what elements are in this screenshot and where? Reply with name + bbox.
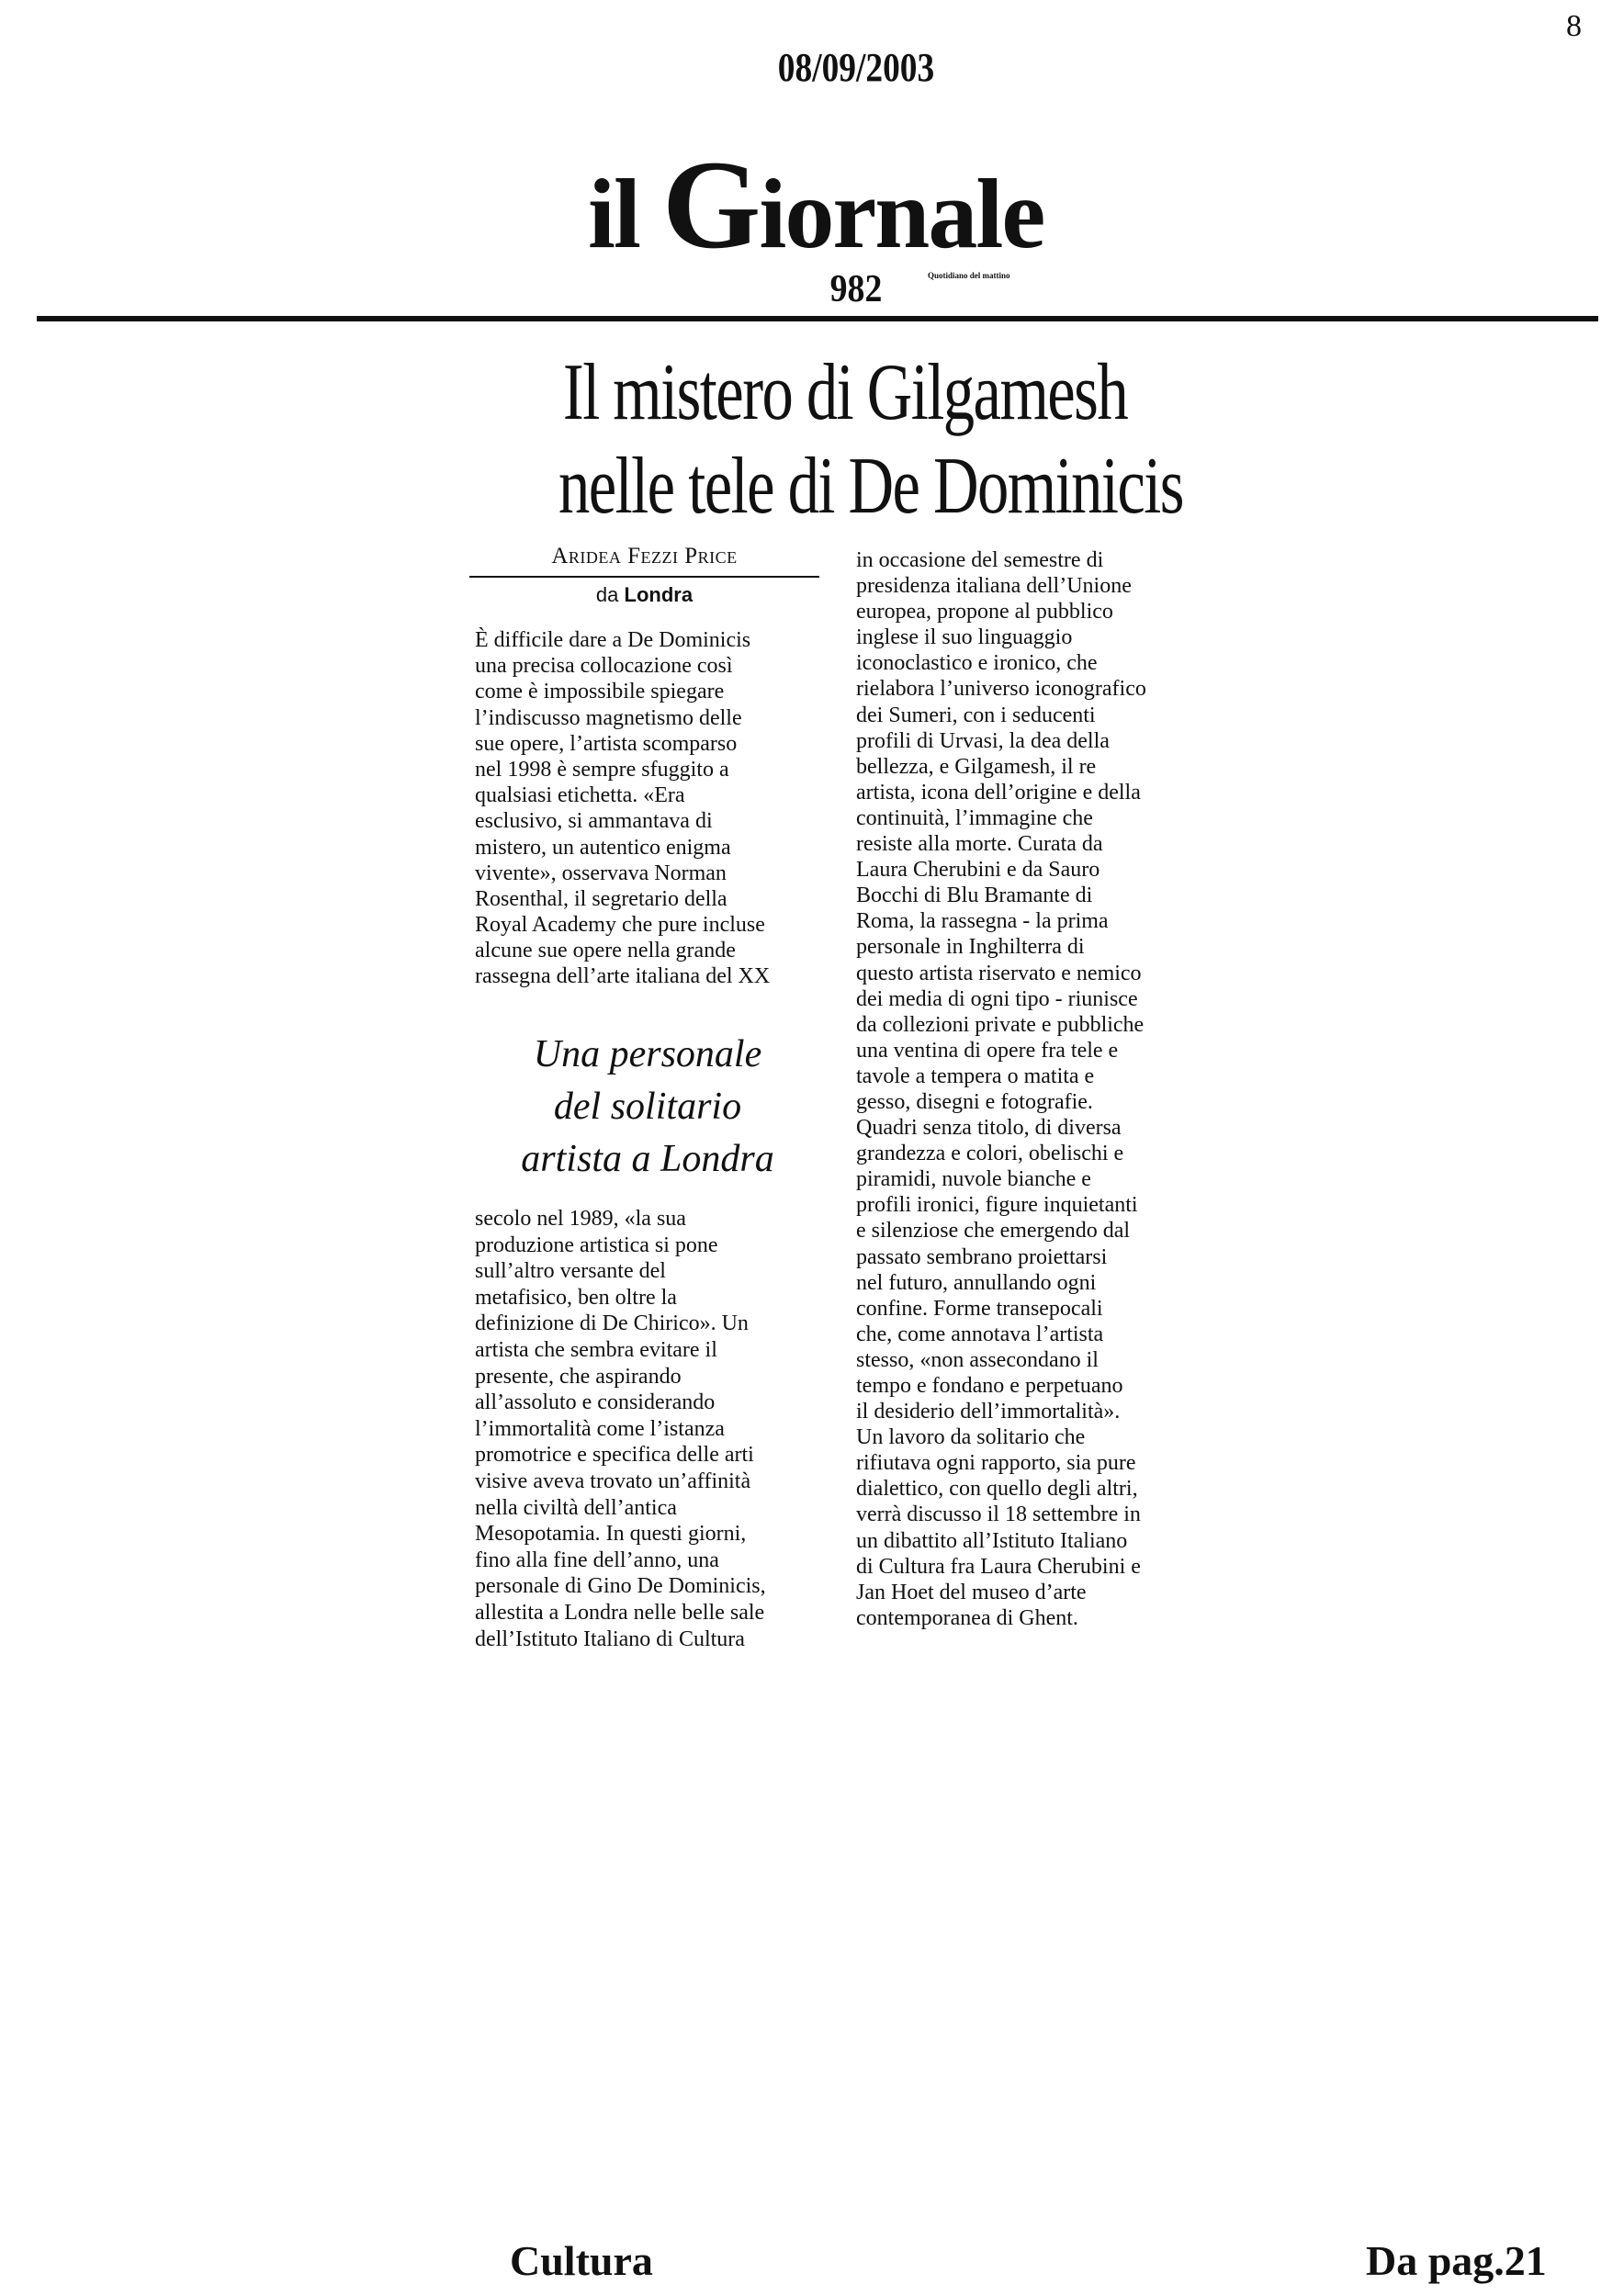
text-line: Rosenthal, il segretario della: [475, 886, 727, 911]
text-line: il desiderio dell’immortalità».: [856, 1400, 1121, 1424]
subheading-line: artista a Londra: [521, 1138, 774, 1180]
text-line: rielabora l’universo iconografico: [856, 677, 1146, 702]
byline-rule: [469, 576, 819, 578]
text-line: esclusivo, si ammantava di: [475, 809, 713, 834]
logo-tagline: Quotidiano del mattino: [928, 271, 1010, 280]
text-line: bellezza, e Gilgamesh, il re: [856, 754, 1097, 779]
text-line: Jan Hoet del museo d’arte: [856, 1580, 1087, 1604]
text-line: passato sembrano proiettarsi: [856, 1244, 1108, 1269]
text-line: una ventina di opere fra tele e: [856, 1038, 1119, 1063]
text-line: inglese il suo linguaggio: [856, 625, 1073, 650]
text-line: presente, che aspirando: [475, 1364, 682, 1389]
text-line: nella civiltà dell’antica: [475, 1495, 677, 1520]
text-line: presidenza italiana dell’Unione: [856, 574, 1132, 599]
text-line: profili di Urvasi, la dea della: [856, 728, 1110, 753]
logo-rest: iornale: [759, 160, 1044, 269]
text-line: produzione artistica si pone: [475, 1232, 718, 1257]
text-line: dell’Istituto Italiano di Cultura: [475, 1626, 745, 1651]
text-line: mistero, un autentico enigma: [475, 835, 731, 860]
body-column-c: [856, 547, 1146, 1631]
text-line: in occasione del semestre di: [856, 548, 1104, 572]
text-line: Roma, la rassegna - la prima: [856, 909, 1109, 934]
text-line: l’immortalità come l’istanza: [475, 1416, 725, 1441]
text-line: rassegna dell’arte italiana del XX: [475, 964, 771, 989]
text-line: alcune sue opere nella grande: [475, 939, 736, 963]
text-line: come è impossibile spiegare: [475, 680, 725, 704]
text-line: definizione di De Chirico». Un: [475, 1311, 749, 1336]
text-line: di Cultura fra Laura Cherubini e: [856, 1554, 1141, 1579]
text-line: resiste alla morte. Curata da: [856, 832, 1103, 857]
body-column-a: [475, 627, 770, 990]
text-line: che, come annotava l’artista: [856, 1322, 1104, 1346]
text-line: rifiutava ogni rapporto, sia pure: [856, 1451, 1136, 1476]
text-line: personale di Gino De Dominicis,: [475, 1574, 766, 1599]
text-line: Un lavoro da solitario che: [856, 1425, 1086, 1450]
text-line: nel futuro, annullando ogni: [856, 1270, 1097, 1295]
text-line: iconoclastico e ironico, che: [856, 651, 1098, 676]
text-line: profili ironici, figure inquietanti: [856, 1193, 1138, 1218]
publication-date: 08/09/2003: [777, 45, 935, 90]
text-line: contemporanea di Ghent.: [856, 1605, 1078, 1630]
logo-prefix: il: [588, 160, 663, 269]
text-line: sue opere, l’artista scomparso: [475, 731, 738, 756]
text-line: Laura Cherubini e da Sauro: [856, 858, 1100, 883]
text-line: da collezioni private e pubbliche: [856, 1012, 1145, 1037]
page-number: 8: [1566, 9, 1582, 43]
text-line: personale in Inghilterra di: [856, 935, 1085, 960]
text-line: artista, icona dell’origine e della: [856, 780, 1141, 805]
subheading-line: del solitario: [553, 1086, 742, 1128]
text-line: questo artista riservato e nemico: [856, 961, 1142, 985]
text-line: allestita a Londra nelle belle sale: [475, 1600, 765, 1625]
dateline-city: Londra: [624, 583, 694, 606]
newspaper-logo: [588, 134, 1044, 275]
issue-number: 982: [829, 268, 883, 310]
text-line: all’assoluto e considerando: [475, 1390, 716, 1415]
body-column-b: [475, 1206, 766, 1652]
text-line: gesso, disegni e fotografie.: [856, 1089, 1093, 1114]
source-page-label: Da pag.21: [1366, 2237, 1547, 2284]
text-line: vivente», osservava Norman: [475, 861, 727, 885]
section-label: Cultura: [510, 2237, 653, 2284]
text-line: stesso, «non assecondano il: [856, 1347, 1099, 1372]
text-line: dei Sumeri, con i seducenti: [856, 703, 1096, 727]
author-byline: Aridea Fezzi Price: [551, 544, 738, 568]
dateline: [469, 584, 819, 606]
text-line: piramidi, nuvole bianche e: [856, 1167, 1091, 1192]
text-line: Bocchi di Blu Bramante di: [856, 884, 1093, 908]
subheading: [468, 1029, 827, 1186]
text-line: È difficile dare a De Dominicis: [475, 628, 751, 652]
text-line: tavole a tempera o matita e: [856, 1064, 1095, 1088]
text-line: dialettico, con quello degli altri,: [856, 1477, 1138, 1502]
headline-line-2: nelle tele di De Dominicis: [558, 442, 1183, 531]
text-line: l’indiscusso magnetismo delle: [475, 705, 742, 730]
text-line: metafisico, ben oltre la: [475, 1285, 677, 1310]
text-line: europea, propone al pubblico: [856, 600, 1113, 625]
text-line: Royal Academy che pure incluse: [475, 913, 765, 938]
text-line: una precisa collocazione così: [475, 654, 733, 679]
text-line: promotrice e specifica delle arti: [475, 1443, 754, 1468]
text-line: verrà discusso il 18 settembre in: [856, 1503, 1141, 1527]
text-line: fino alla fine dell’anno, una: [475, 1548, 719, 1572]
text-line: grandezza e colori, obelischi e: [856, 1142, 1124, 1166]
logo-initial: G: [662, 134, 760, 275]
text-line: secolo nel 1989, «la sua: [475, 1207, 686, 1231]
text-line: Quadri senza titolo, di diversa: [856, 1116, 1122, 1141]
header-divider: [37, 316, 1598, 321]
text-line: un dibattito all’Istituto Italiano: [856, 1528, 1128, 1553]
text-line: nel 1998 è sempre sfuggito a: [475, 757, 729, 782]
text-line: e silenziose che emergendo dal: [856, 1219, 1131, 1244]
text-line: qualsiasi etichetta. «Era: [475, 783, 685, 808]
text-line: tempo e fondano e perpetuano: [856, 1374, 1123, 1398]
text-line: visive aveva trovato un’affinità: [475, 1469, 751, 1493]
subheading-line: Una personale: [533, 1033, 762, 1075]
text-line: dei media di ogni tipo - riunisce: [856, 986, 1138, 1011]
dateline-prefix: da: [595, 583, 625, 606]
text-line: continuità, l’immagine che: [856, 805, 1093, 830]
headline-line-1: Il mistero di Gilgamesh: [562, 348, 1128, 437]
text-line: confine. Forme transepocali: [856, 1296, 1103, 1321]
text-line: Mesopotamia. In questi giorni,: [475, 1522, 747, 1547]
text-line: sull’altro versante del: [475, 1259, 666, 1284]
text-line: artista che sembra evitare il: [475, 1337, 717, 1362]
